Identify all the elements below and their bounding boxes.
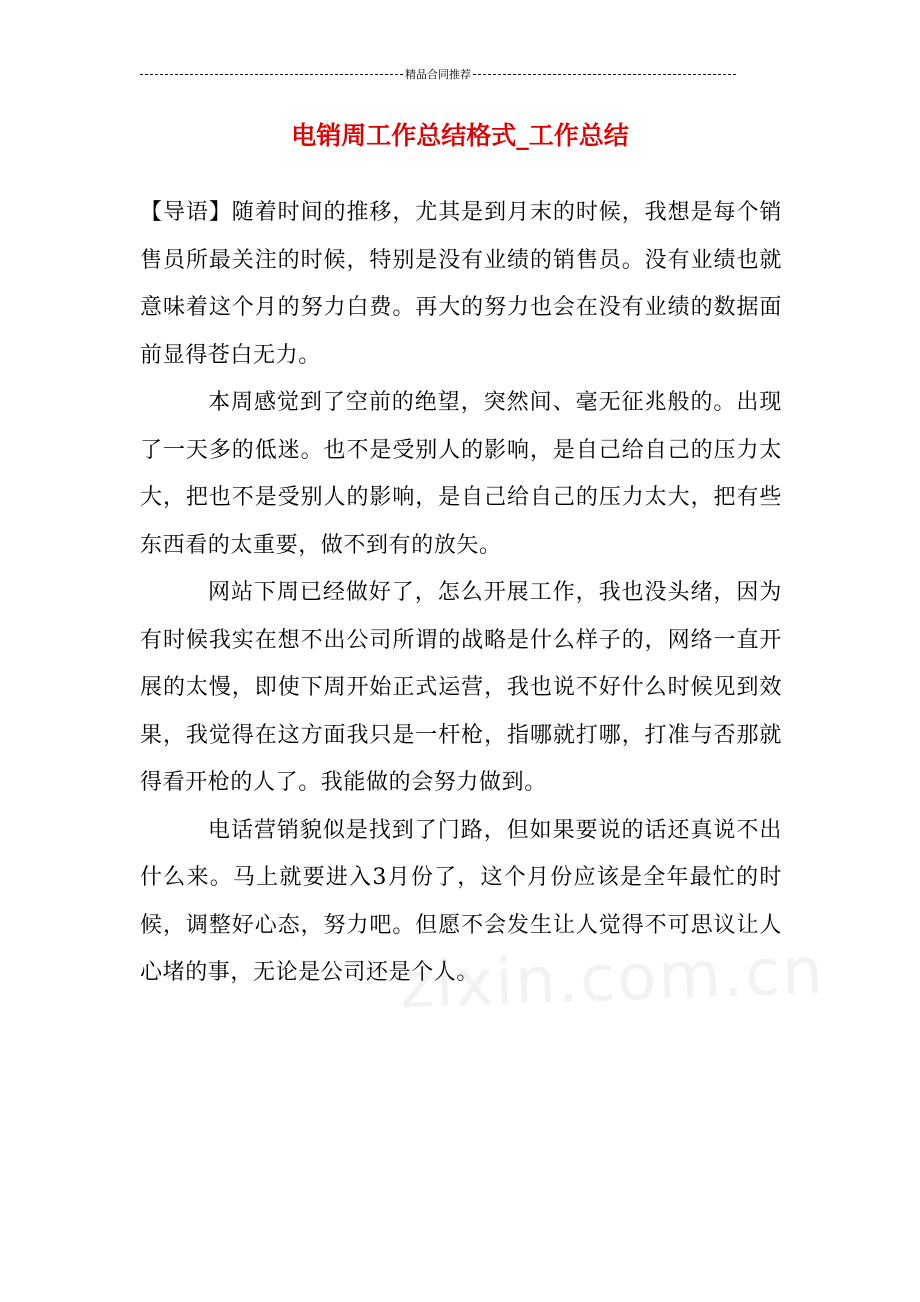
- document-title: 电销周工作总结格式_工作总结: [291, 121, 629, 150]
- paragraph-intro: 【导语】随着时间的推移，尤其是到月末的时候，我想是每个销售员所最关注的时候，特别是没有业绩的销售员。没有业绩也就意味着这个月的努力白费。再大的努力也会在没有业绩的数据面前显得苍白无力。: [140, 200, 782, 368]
- header-dash-left: [140, 74, 403, 75]
- paragraph-3: 网站下周已经做好了，怎么开展工作，我也没头绪，因为有时候我实在想不出公司所谓的战略是什么样子的，网络一直开展的太慢，即使下周开始正式运营，我也说不好什么时候见到效果，我觉得在这方面我只是一杆枪，指哪就打哪，打准与否那就得看开枪的人了。我能做的会努力做到。: [140, 580, 782, 795]
- paragraph-4: 电话营销貌似是找到了门路，但如果要说的话还真说不出什么来。马上就要进入3月份了，这个月份应该是全年最忙的时候，调整好心态，努力吧。但愿不会发生让人觉得不可思议让人心堵的事，无论是公司还是个人。: [140, 817, 782, 985]
- document-body: [140, 189, 782, 997]
- watermark: zixin.com.cn: [398, 934, 826, 1024]
- header-label: 精品合同推荐: [405, 68, 471, 81]
- page-header: [140, 66, 736, 82]
- header-dash-right: [473, 74, 736, 75]
- paragraph-2: 本周感觉到了空前的绝望，突然间、毫无征兆般的。出现了一天多的低迷。也不是受别人的影响，是自己给自己的压力太大，把也不是受别人的影响，是自己给自己的压力太大，把有些东西看的太重要，做不到有的放矢。: [140, 390, 782, 558]
